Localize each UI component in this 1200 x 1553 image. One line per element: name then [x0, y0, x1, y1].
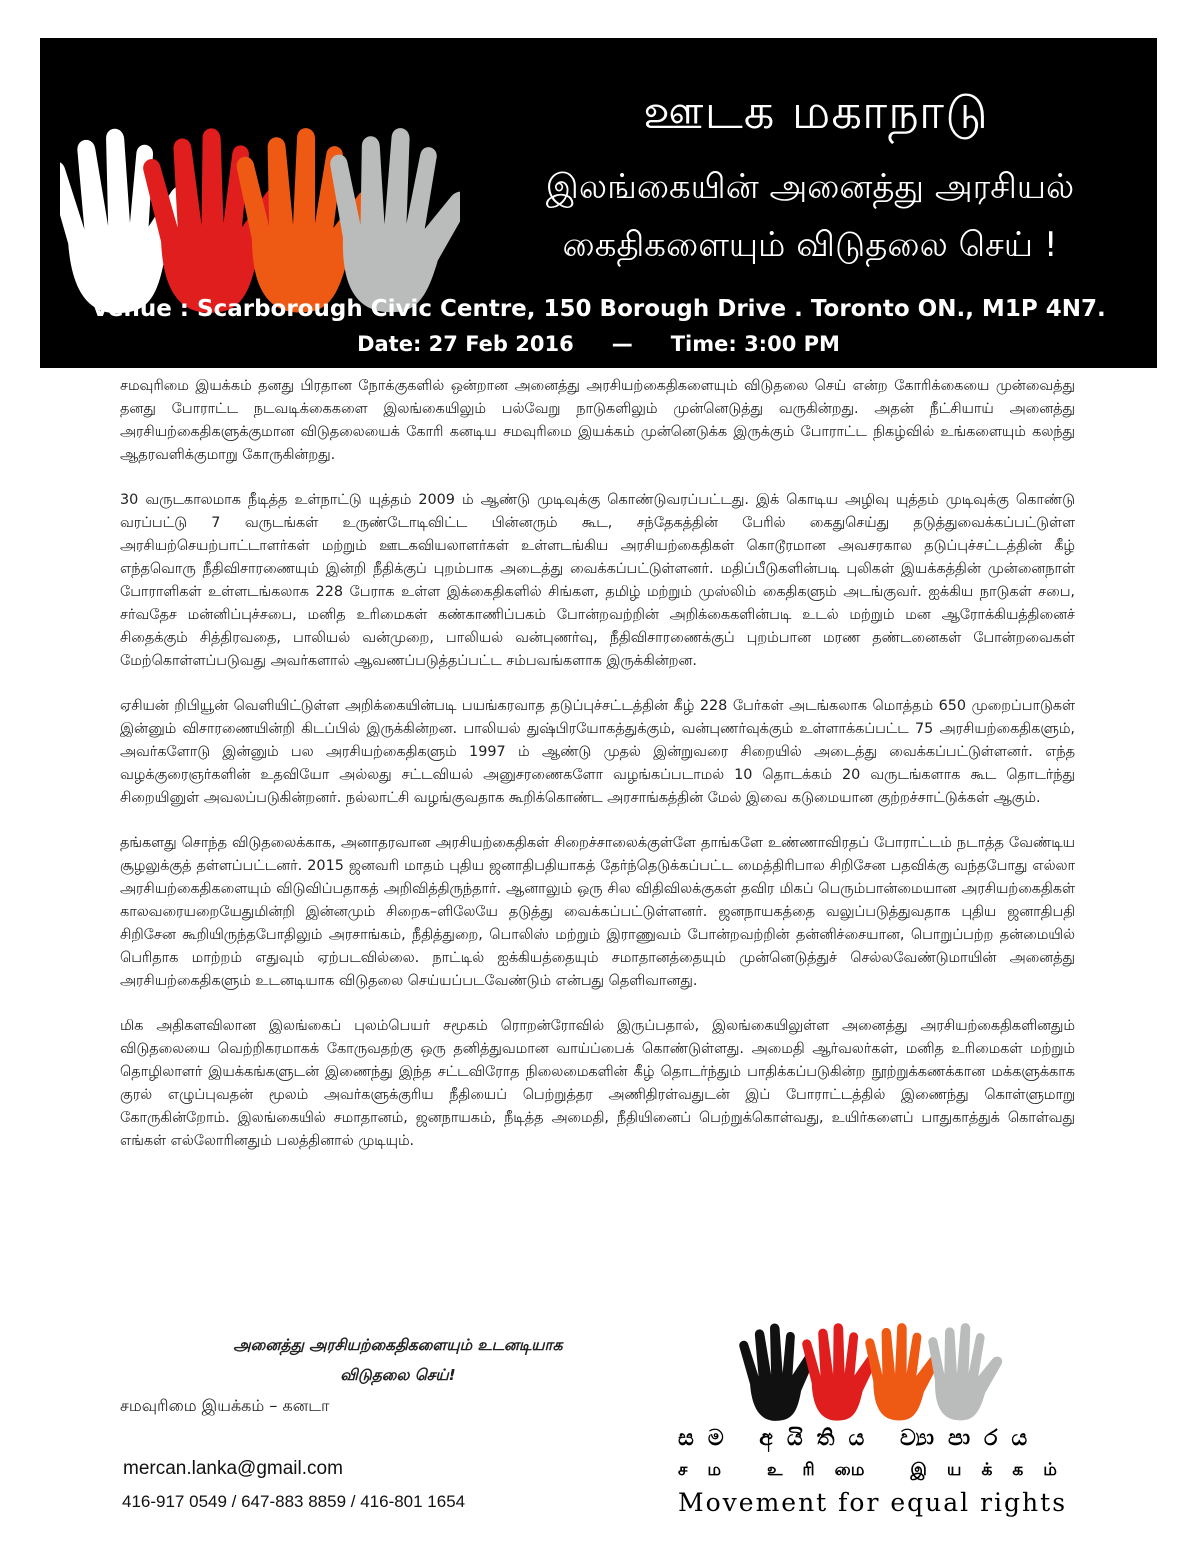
body-text	[120, 375, 1075, 1175]
event-subtitle	[480, 158, 1140, 274]
venue-line: Venue : Scarborough Civic Centre, 150 Borough Drive . Toronto ON., M1P 4N7.	[91, 296, 1106, 322]
logo-sinhala-name: සම අයිතිය ව්‍යාපාරය	[678, 1426, 1042, 1451]
logo-hand-orange-icon	[864, 1321, 944, 1423]
subtitle-line-2: கைதிகளையும் விடுதலை செய் !	[562, 225, 1058, 265]
closing-line-2: விடுதலை செய்!	[340, 1366, 456, 1384]
event-title: ஊடக மகாநாடு	[643, 84, 989, 140]
event-time: Time: 3:00 PM	[670, 332, 840, 356]
logo-tamil-name: சம உரிமை இயக்கம்	[678, 1460, 1077, 1480]
event-banner	[40, 38, 1157, 368]
logo-hand-red-icon	[800, 1320, 883, 1424]
event-date: Date: 27 Feb 2016	[357, 332, 574, 356]
paragraph-3: ஏசியன் றிபியூன் வெளியிட்டுள்ள அறிக்கையின்படி பயங்கரவாத தடுப்புச்சட்டத்தின் கீழ் 228 பேர்கள் அடங்கலாக மொத்தம் 650 முறைப்பாடுகள் இன்னும் விசாரணையின்றி கிடப்பில் இருக்கின்றன. பாலியல் துஷ்பிரயோகத்துக்கும், வன்புணர்வுக்கும் உள்ளாக்கப்பட்ட 75 அரசியற்கைதிகளும், அவர்களோடு இன்னும் பல அரசியற்கைதிகளும் 1997 ம் ஆண்டு முதல் இன்றுவரை சிறையில் அடைத்து வைக்கப்பட்டுள்ளனர். எந்த வழக்குரைஞர்களின் உதவியோ அல்லது சட்டவியல் அனுசரணைகளோ வழங்கப்படாமல் 10 தொடக்கம் 20 வருடங்களாக கூட தொடர்ந்து சிறையினுள் அவலப்படுகின்றனர். நல்லாட்சி வழங்குவதாக கூறிக்கொண்ட அரசாங்கத்தின் மேல் இவை கடுமையான குற்றச்சாட்டுக்கள் ஆகும்.	[120, 698, 1075, 806]
movement-logo-icon	[728, 1318, 1028, 1428]
closing-line-1: அனைத்து அரசியற்கைதிகளையும் உடனடியாக	[233, 1336, 563, 1354]
logo-english-name: Movement for equal rights	[678, 1488, 1068, 1517]
hand-grey-icon	[329, 126, 460, 314]
date-time-separator: —	[611, 332, 633, 356]
contact-phones: 416-917 0549 / 647-883 8859 / 416-801 1654	[122, 1492, 466, 1511]
logo-hand-grey-icon	[928, 1322, 1004, 1421]
subtitle-line-1: இலங்கையின் அனைத்து அரசியல்	[545, 167, 1075, 207]
paragraph-2: 30 வருடகாலமாக நீடித்த உள்நாட்டு யுத்தம் 2009 ம் ஆண்டு முடிவுக்கு கொண்டுவரப்பட்டது. இக் கொடிய அழிவு யுத்தம் முடிவுக்கு கொண்டு வரப்பட்டு 7 வருடங்கள் உருண்டோடிவிட்ட பின்னரும் கூட, சந்தேகத்தின் பேரில் கைதுசெய்து தடுத்துவைக்கப்பட்டுள்ள அரசியற்செயற்பாட்டாளர்கள் மற்றும் ஊடகவியலாளர்கள் உள்ளடங்கிய அரசியற்கைதிகள் கொடூரமான அவசரகால தடுப்புச்சட்டத்தின் கீழ் எந்தவொரு நீதிவிசாரணையும் இன்றி நீதிக்குப் புறம்பாக அடைத்து வைக்கப்பட்டுள்ளனர். மதிப்பீடுகளின்படி புலிகள் இயக்கத்தின் முன்னைநாள் போராளிகள் உள்ளடங்கலாக 228 பேராக உள்ள இக்கைதிகளில் சிங்கள, தமிழ் மற்றும் முஸ்லிம் கைதிகளும் அடங்குவர். ஐக்கிய நாடுகள் சபை, சர்வதேச மன்னிப்புச்சபை, மனித உரிமைகள் கண்காணிப்பகம் போன்றவற்றின் அறிக்கைகளின்படி உடல் மற்றும் மன ஆரோக்கியத்தினைச் சிதைக்கும் சித்திரவதை, பாலியல் வன்முறை, பாலியல் வன்புணர்வு, நீதிவிசாரணைக்குப் புறம்பான மரண தண்டனைகள் போன்றவைகள் மேற்கொள்ளப்படுவது அவர்களால் ஆவணப்படுத்தப்பட்ட சம்பவங்களாக இருக்கின்றன.	[120, 492, 1075, 669]
paragraph-4: தங்களது சொந்த விடுதலைக்காக, அனாதரவான அரசியற்கைதிகள் சிறைச்சாலைக்குள்ளே தாங்களே உண்ணாவிரதப் போராட்டம் நடாத்த வேண்டிய சூழலுக்குத் தள்ளப்பட்டனர். 2015 ஜனவரி மாதம் புதிய ஜனாதிபதியாகத் தேர்ந்தெடுக்கப்பட்ட மைத்திரிபால சிறிசேன பதவிக்கு வந்தபோது எல்லா அரசியற்கைதிகளையும் விடுவிப்பதாகத் அறிவித்திருந்தார். ஆனாலும் ஒரு சில விதிவிலக்குகள் தவிர மிகப் பெரும்பான்மையான அரசியற்கைதிகள் காலவரையறையேதுமின்றி இன்னமும் சிறைக–ளிலேயே தடுத்து வைக்கப்பட்டுள்ளனர். ஜனநாயகத்தை வலுப்படுத்துவதாக புதிய ஜனாதிபதி சிறிசேன கூறியிருந்தபோதிலும் அரசாங்கம், நீதித்துறை, பொலிஸ் மற்றும் இராணுவம் போன்றவற்றின் தன்னிச்சையான, பொறுப்பற்ற தன்மையில் பெரிதாக மாற்றம் எதுவும் ஏற்படவில்லை. நாட்டில் ஐக்கியத்தையும் சமாதானத்தையும் முன்னெடுத்துச் செல்லவேண்டுமாயின் அனைத்து அரசியற்கைதிகளும் உடனடியாக விடுதலை செய்யப்படவேண்டும் என்பது தெளிவானது.	[120, 835, 1075, 989]
contact-email[interactable]: mercan.lanka@gmail.com	[123, 1458, 343, 1479]
paragraph-1: சமவுரிமை இயக்கம் தனது பிரதான நோக்குகளில் ஒன்றான அனைத்து அரசியற்கைதிகளையும் விடுதலை செய் என்ற கோரிக்கையை முன்வைத்து தனது போராட்ட நடவடிக்கைகளை இலங்கையிலும் பல்வேறு நாடுகளிலும் முன்னெடுத்து வருகின்றது. அதன் நீட்சியாய் அனைத்து அரசியற்கைதிகளுக்குமான விடுதலையைக் கோரி கனடிய சமவுரிமை இயக்கம் முன்னெடுக்க இருக்கும் போராட்ட நிகழ்வில் உங்களையும் கலந்து ஆதரவளிக்குமாறு கோருகின்றது.	[120, 378, 1075, 463]
signature: சமவுரிமை இயக்கம் – கனடா	[120, 1396, 330, 1415]
date-time-line	[40, 332, 1157, 356]
paragraph-5: மிக அதிகளவிலான இலங்கைப் புலம்பெயர் சமூகம் ரொறன்ரோவில் இருப்பதால், இலங்கையிலுள்ள அனைத்து அரசியற்கைதிகளினதும் விடுதலையை வெற்றிகரமாகக் கோருவதற்கு ஒரு தனித்துவமான வாய்ப்பைக் கொண்டுள்ளது. அமைதி ஆர்வலர்கள், மனித உரிமைகள் மற்றும் தொழிலாளர் இயக்கங்களுடன் இணைந்து இந்த சட்டவிரோத நிலைமைகளின் கீழ் தொடர்ந்தும் பாதிக்கப்படுகின்ற நூற்றுக்கணக்கான மக்களுக்காக குரல் எழுப்புவதன் மூலம் அவர்களுக்குரிய நீதியைப் பெற்றுத்தர அணிதிரள்வதுடன் இப் போராட்டத்தில் இணைந்து கொள்ளுமாறு கோருகின்றோம். இலங்கையில் சமாதானம், ஜனநாயகம், நீடித்த அமைதி, நீதியினைப் பெற்றுக்கொள்வது, உயிர்களைப் பாதுகாத்துக் கொள்வது எங்கள் எல்லோரினதும் பலத்தினால் முடியும்.	[120, 1018, 1075, 1149]
closing-slogan	[108, 1330, 688, 1390]
